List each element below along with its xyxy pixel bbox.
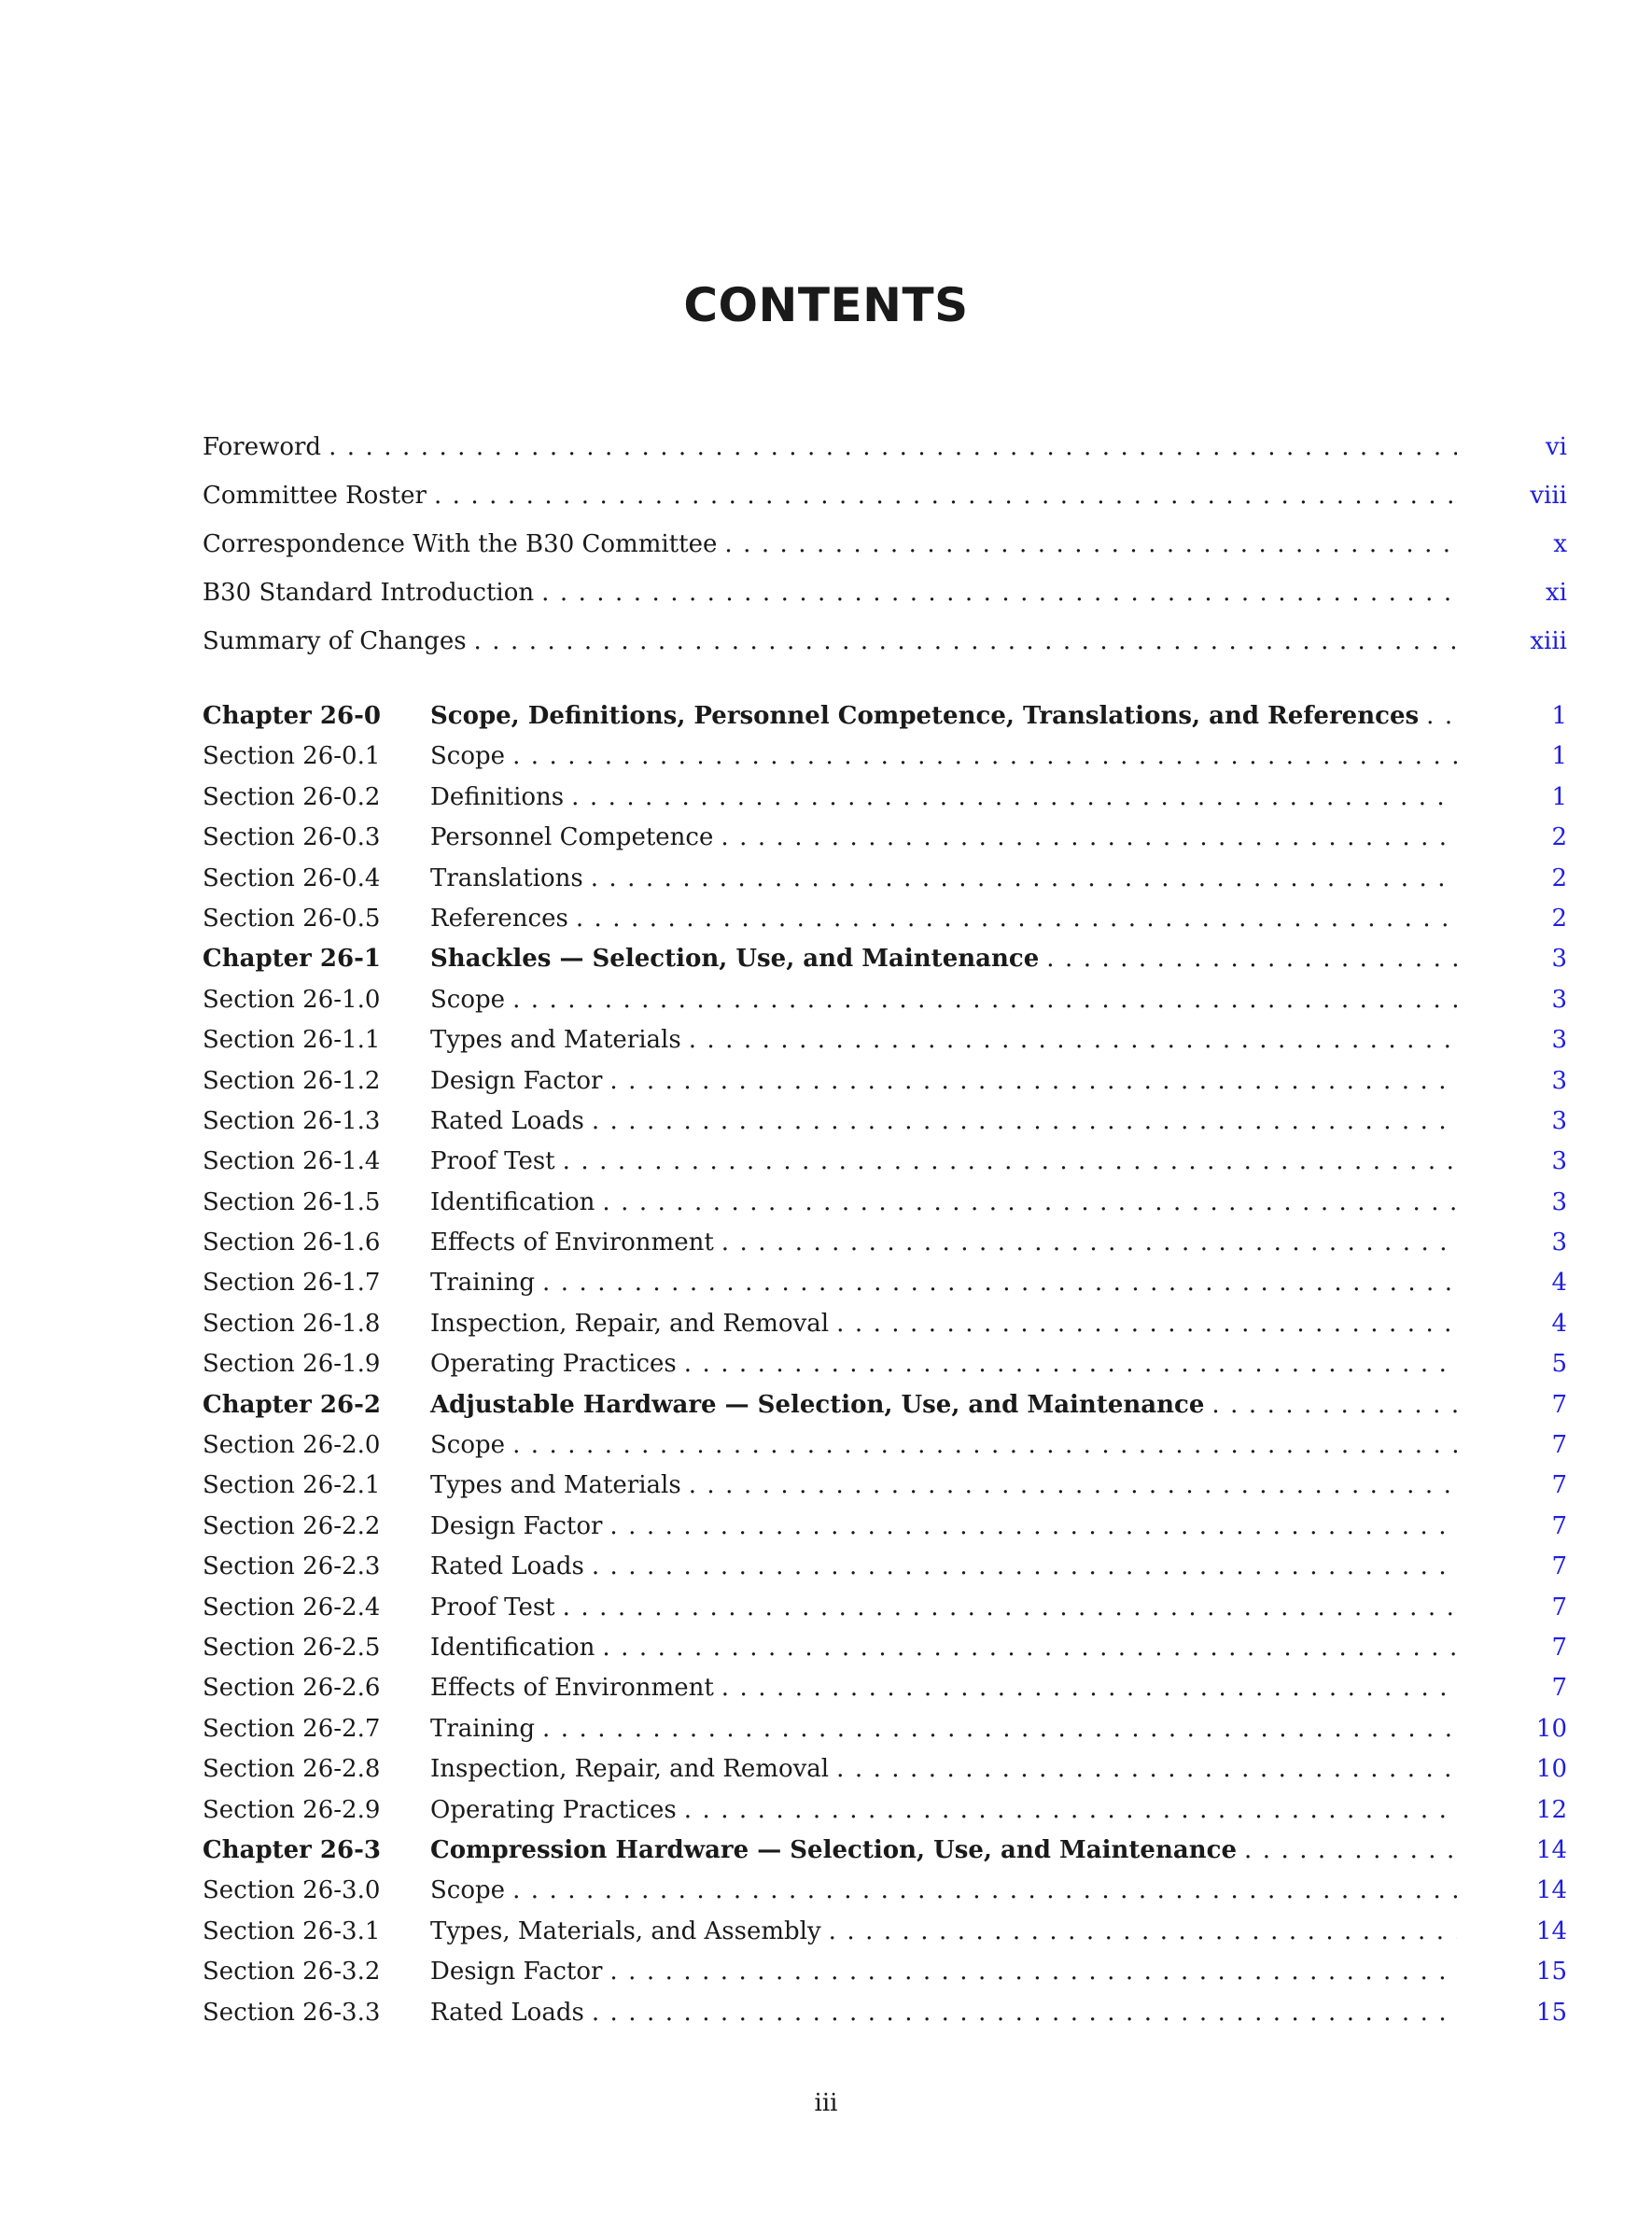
section-number: Section 26-1.1 (203, 1026, 381, 1055)
toc-entry-title: Operating Practices (430, 1795, 677, 1824)
dot-leader (609, 1067, 1457, 1095)
toc-section-row (203, 1674, 1567, 1714)
dot-leader (689, 1026, 1457, 1054)
dot-leader (512, 986, 1457, 1014)
section-number: Section 26-1.2 (203, 1066, 381, 1095)
toc-page-link[interactable]: 3 (1551, 985, 1567, 1014)
toc-entry-title: Types, Materials, and Assembly (430, 1916, 821, 1945)
toc-entry-title: Training (430, 1269, 536, 1298)
dot-leader (836, 1755, 1457, 1783)
toc-section-row (203, 1147, 1567, 1187)
section-number: Section 26-2.9 (203, 1795, 381, 1824)
toc-section-row (203, 1755, 1567, 1795)
dot-leader (592, 1107, 1457, 1135)
toc-section-row (203, 1796, 1567, 1836)
section-number: Section 26-1.9 (203, 1350, 381, 1379)
toc-entry-title: Identification (430, 1633, 595, 1662)
toc-entry-title: Design Factor (430, 1066, 603, 1095)
chapter-number: Chapter 26-2 (203, 1390, 381, 1419)
dot-leader (512, 1876, 1457, 1904)
toc-entry-title: Inspection, Repair, and Removal (430, 1755, 830, 1784)
toc-entry-title: Committee Roster (203, 482, 427, 510)
dot-leader (541, 579, 1457, 607)
toc-entry-title: Definitions (430, 782, 565, 811)
toc-page-link[interactable]: 3 (1551, 1106, 1567, 1135)
section-number: Section 26-2.0 (203, 1431, 381, 1460)
toc-page-link[interactable]: 3 (1551, 1026, 1567, 1055)
dot-leader (1244, 1836, 1457, 1864)
dot-leader (474, 627, 1457, 655)
dot-leader (592, 1999, 1457, 2027)
toc-page-link[interactable]: 2 (1551, 863, 1567, 892)
toc-entry-title: Types and Materials (430, 1471, 681, 1500)
toc-entry-title: Scope (430, 1431, 506, 1460)
toc-section-row (203, 1876, 1567, 1916)
toc-row-correspondence (203, 530, 1567, 579)
toc-entry-title: Rated Loads (430, 1998, 584, 2027)
toc-entry-title: Operating Practices (430, 1350, 677, 1379)
toc-entry-title: Translations (430, 863, 583, 892)
toc-entry-title: Correspondence With the B30 Committee (203, 530, 718, 558)
dot-leader (592, 1552, 1457, 1580)
toc-entry-title: Types and Materials (430, 1026, 681, 1055)
toc-entry-title: Summary of Changes (203, 627, 467, 655)
toc-entry-title: Scope (430, 742, 506, 771)
dot-leader (542, 1269, 1457, 1297)
page-number-footer: iii (814, 2089, 838, 2117)
toc-section-row (203, 1107, 1567, 1147)
toc-entry-title: Shackles — Selection, Use, and Maintenance (430, 945, 1040, 974)
toc-entry-title: Scope (430, 1876, 506, 1905)
toc-section-row (203, 823, 1567, 863)
front-matter-list (203, 433, 1567, 676)
toc-section-row (203, 1958, 1567, 1998)
toc-page-link[interactable]: 1 (1551, 782, 1567, 811)
toc-page-link[interactable]: viii (1530, 482, 1567, 510)
section-number: Section 26-1.6 (203, 1228, 381, 1257)
toc-entry-title: Rated Loads (430, 1106, 584, 1135)
toc-page-link[interactable]: 4 (1551, 1309, 1567, 1338)
section-number: Section 26-0.3 (203, 823, 381, 852)
toc-page-link[interactable]: 10 (1535, 1714, 1567, 1743)
toc-page-link[interactable]: 10 (1535, 1755, 1567, 1784)
toc-entry-title: Rated Loads (430, 1552, 584, 1581)
toc-page-link[interactable]: 7 (1551, 1674, 1567, 1703)
toc-section-row (203, 905, 1567, 945)
toc-page-link[interactable]: 7 (1551, 1511, 1567, 1540)
toc-chapter-row (203, 1836, 1567, 1876)
toc-entry-title: Design Factor (430, 1511, 603, 1540)
toc-entry-title: Personnel Competence (430, 823, 714, 852)
section-number: Section 26-0.2 (203, 782, 381, 811)
toc-section-row (203, 986, 1567, 1026)
toc-page-link[interactable]: 3 (1551, 1147, 1567, 1176)
toc-page-link[interactable]: vi (1545, 433, 1567, 461)
toc-section-row (203, 1917, 1567, 1958)
toc-page-link[interactable]: 7 (1551, 1390, 1567, 1419)
section-number: Section 26-3.2 (203, 1958, 381, 1986)
page-title: CONTENTS (683, 278, 969, 332)
toc-entry-title: Design Factor (430, 1958, 603, 1986)
dot-leader (721, 1228, 1457, 1256)
dot-leader (836, 1310, 1457, 1338)
toc-section-row (203, 783, 1567, 823)
toc-page-link[interactable]: 3 (1551, 945, 1567, 974)
toc-section-row (203, 742, 1567, 782)
toc-section-row (203, 1188, 1567, 1228)
toc-row-foreword (203, 433, 1567, 482)
dot-leader (563, 1147, 1457, 1175)
toc-entry-title: Inspection, Repair, and Removal (430, 1309, 830, 1338)
toc-section-row (203, 864, 1567, 905)
dot-leader (689, 1471, 1457, 1499)
toc-page-link[interactable]: 2 (1551, 823, 1567, 852)
toc-section-row (203, 1471, 1567, 1511)
toc-section-row (203, 1512, 1567, 1552)
dot-leader (829, 1917, 1457, 1945)
toc-section-row (203, 1593, 1567, 1634)
section-number: Section 26-1.8 (203, 1309, 381, 1338)
toc-page-link[interactable]: 3 (1551, 1187, 1567, 1216)
section-number: Section 26-2.3 (203, 1552, 381, 1581)
toc-page-link[interactable]: 4 (1551, 1269, 1567, 1298)
chapter-number: Chapter 26-0 (203, 702, 381, 730)
toc-page-link[interactable]: 1 (1551, 742, 1567, 771)
toc-entry-title: Scope (430, 985, 506, 1014)
toc-entry-title: Training (430, 1714, 536, 1743)
toc-entry-title: Compression Hardware — Selection, Use, and Maintenance (430, 1835, 1238, 1864)
toc-entry-title: Proof Test (430, 1147, 555, 1176)
toc-section-row (203, 1067, 1567, 1107)
section-number: Section 26-0.5 (203, 904, 381, 933)
toc-page-link[interactable]: 1 (1551, 702, 1567, 730)
chapter-number: Chapter 26-3 (203, 1835, 381, 1864)
section-number: Section 26-2.8 (203, 1755, 381, 1784)
toc-entry-title: References (430, 904, 568, 933)
toc-section-row (203, 1350, 1567, 1390)
dot-leader (434, 482, 1457, 510)
section-number: Section 26-2.7 (203, 1714, 381, 1743)
toc-section-row (203, 1715, 1567, 1755)
toc-row-committee-roster (203, 482, 1567, 530)
dot-leader (1211, 1391, 1457, 1419)
toc-section-row (203, 1431, 1567, 1471)
dot-leader (721, 1674, 1457, 1702)
dot-leader (684, 1350, 1457, 1378)
section-number: Section 26-0.1 (203, 742, 381, 771)
toc-row-b30-introduction (203, 579, 1567, 627)
dot-leader (329, 433, 1457, 461)
section-number: Section 26-3.1 (203, 1916, 381, 1945)
dot-leader (1046, 945, 1457, 973)
dot-leader (591, 864, 1457, 892)
toc-entry-title: Identification (430, 1187, 595, 1216)
chapter-list (203, 702, 1567, 2039)
toc-page-link[interactable]: 2 (1551, 904, 1567, 933)
section-number: Section 26-2.5 (203, 1633, 381, 1662)
dot-leader (512, 1431, 1457, 1459)
dot-leader (724, 530, 1457, 558)
section-number: Section 26-1.5 (203, 1187, 381, 1216)
toc-page-link[interactable]: 5 (1551, 1350, 1567, 1379)
toc-page-link[interactable]: 7 (1551, 1552, 1567, 1581)
chapter-number: Chapter 26-1 (203, 945, 381, 974)
section-number: Section 26-3.3 (203, 1998, 381, 2027)
dot-leader (563, 1593, 1457, 1621)
section-number: Section 26-2.2 (203, 1511, 381, 1540)
toc-chapter-row (203, 945, 1567, 985)
toc-page-link[interactable]: 14 (1535, 1876, 1567, 1905)
toc-page-link[interactable]: 7 (1551, 1633, 1567, 1662)
dot-leader (576, 905, 1457, 933)
dot-leader (609, 1958, 1457, 1986)
toc-entry-title: Effects of Environment (430, 1674, 714, 1703)
dot-leader (542, 1715, 1457, 1743)
dot-leader (512, 742, 1457, 770)
toc-page-link[interactable]: x (1553, 530, 1567, 558)
dot-leader (609, 1512, 1457, 1540)
section-number: Section 26-2.1 (203, 1471, 381, 1500)
toc-page-link[interactable]: 7 (1551, 1471, 1567, 1500)
toc-section-row (203, 1310, 1567, 1350)
toc-chapter-row (203, 702, 1567, 742)
toc-page-link[interactable]: 15 (1535, 1958, 1567, 1986)
section-number: Section 26-1.7 (203, 1269, 381, 1298)
toc-chapter-row (203, 1391, 1567, 1431)
toc-entry-title: Foreword (203, 433, 322, 461)
dot-leader (684, 1796, 1457, 1824)
toc-page-link[interactable]: 14 (1535, 1916, 1567, 1945)
dot-leader (602, 1188, 1457, 1216)
toc-section-row (203, 1634, 1567, 1674)
toc-section-row (203, 1999, 1567, 2039)
toc-section-row (203, 1552, 1567, 1593)
toc-entry-title: Scope, Definitions, Personnel Competence, Translations, and References (430, 702, 1420, 730)
section-number: Section 26-2.4 (203, 1593, 381, 1621)
toc-section-row (203, 1026, 1567, 1066)
toc-page-link[interactable]: 3 (1551, 1228, 1567, 1257)
toc-entry-title: Effects of Environment (430, 1228, 714, 1257)
section-number: Section 26-3.0 (203, 1876, 381, 1905)
toc-page-link[interactable]: 7 (1551, 1593, 1567, 1621)
section-number: Section 26-1.0 (203, 985, 381, 1014)
dot-leader (1426, 702, 1457, 730)
toc-section-row (203, 1228, 1567, 1269)
toc-section-row (203, 1269, 1567, 1309)
dot-leader (571, 783, 1457, 811)
toc-entry-title: Proof Test (430, 1593, 555, 1621)
toc-page-link[interactable]: 14 (1535, 1835, 1567, 1864)
section-number: Section 26-1.4 (203, 1147, 381, 1176)
section-number: Section 26-2.6 (203, 1674, 381, 1703)
toc-entry-title: B30 Standard Introduction (203, 579, 535, 607)
toc-row-summary-of-changes (203, 627, 1567, 676)
dot-leader (602, 1634, 1457, 1662)
toc-page-link[interactable]: 12 (1535, 1795, 1567, 1824)
toc-entry-title: Adjustable Hardware — Selection, Use, and Maintenance (430, 1390, 1205, 1419)
toc-page-link[interactable]: 7 (1551, 1431, 1567, 1460)
toc-page-link[interactable]: xi (1546, 579, 1567, 607)
dot-leader (721, 823, 1457, 851)
toc-page-link[interactable]: xiii (1530, 627, 1567, 655)
section-number: Section 26-1.3 (203, 1106, 381, 1135)
toc-page-link[interactable]: 3 (1551, 1066, 1567, 1095)
section-number: Section 26-0.4 (203, 863, 381, 892)
toc-page-link[interactable]: 15 (1535, 1998, 1567, 2027)
